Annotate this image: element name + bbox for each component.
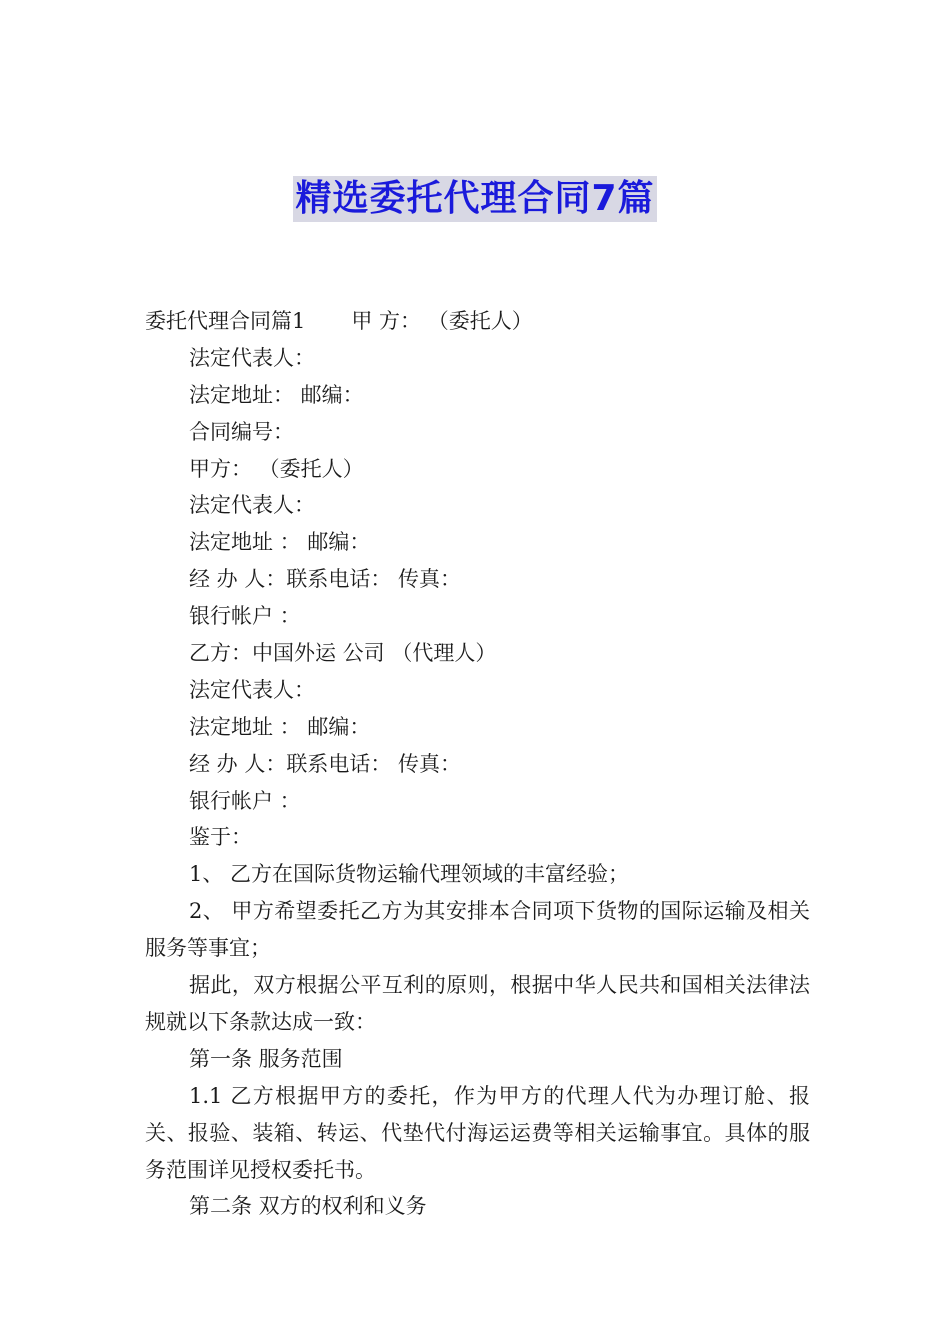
text-line: 法定地址 ： 邮编： bbox=[189, 714, 371, 739]
paragraph: 2、 甲方希望委托乙方为其安排本合同项下货物的国际运输及相关服务等事宜； bbox=[145, 899, 810, 961]
text-line: 经 办 人：联系电话： 传真： bbox=[189, 751, 462, 776]
paragraph: 1.1 乙方根据甲方的委托，作为甲方的代理人代为办理订舱、报关、报验、装箱、转运、代垫代付海运运费等相关运输事宜。具体的服务范围详见授权委托书。 bbox=[145, 1083, 810, 1182]
text-line: 法定地址 ： 邮编： bbox=[189, 530, 371, 555]
title-container bbox=[0, 176, 950, 222]
paragraph: 据此，双方根据公平互利的原则，根据中华人民共和国相关法律法规就以下条款达成一致： bbox=[145, 973, 810, 1034]
text-line: 法定代表人： bbox=[189, 345, 315, 370]
document-body bbox=[145, 303, 810, 1225]
text-line: 鉴于： bbox=[189, 825, 252, 850]
text-line: 法定地址： 邮编： bbox=[189, 382, 364, 407]
contract-heading-line bbox=[145, 303, 810, 340]
text-line: 经 办 人：联系电话： 传真： bbox=[189, 567, 462, 592]
section-heading: 第一条 服务范围 bbox=[189, 1046, 343, 1071]
text-line: 银行帐户 ： bbox=[189, 788, 301, 813]
text-line: 法定代表人： bbox=[189, 493, 315, 518]
text-line: 1、 乙方在国际货物运输代理领域的丰富经验； bbox=[189, 862, 630, 887]
document-title: 精选委托代理合同7篇 bbox=[293, 176, 656, 222]
section-heading: 第二条 双方的权利和义务 bbox=[189, 1194, 427, 1219]
text-line: 法定代表人： bbox=[189, 677, 315, 702]
text-line: 银行帐户 ： bbox=[189, 604, 301, 629]
contract-heading: 委托代理合同篇1 bbox=[145, 309, 306, 333]
party-a-label: 甲 方： （委托人） bbox=[351, 309, 533, 333]
text-line: 乙方：中国外运 公司 （代理人） bbox=[189, 641, 497, 666]
text-line: 甲方： （委托人） bbox=[189, 456, 364, 481]
text-line: 合同编号： bbox=[189, 419, 294, 444]
